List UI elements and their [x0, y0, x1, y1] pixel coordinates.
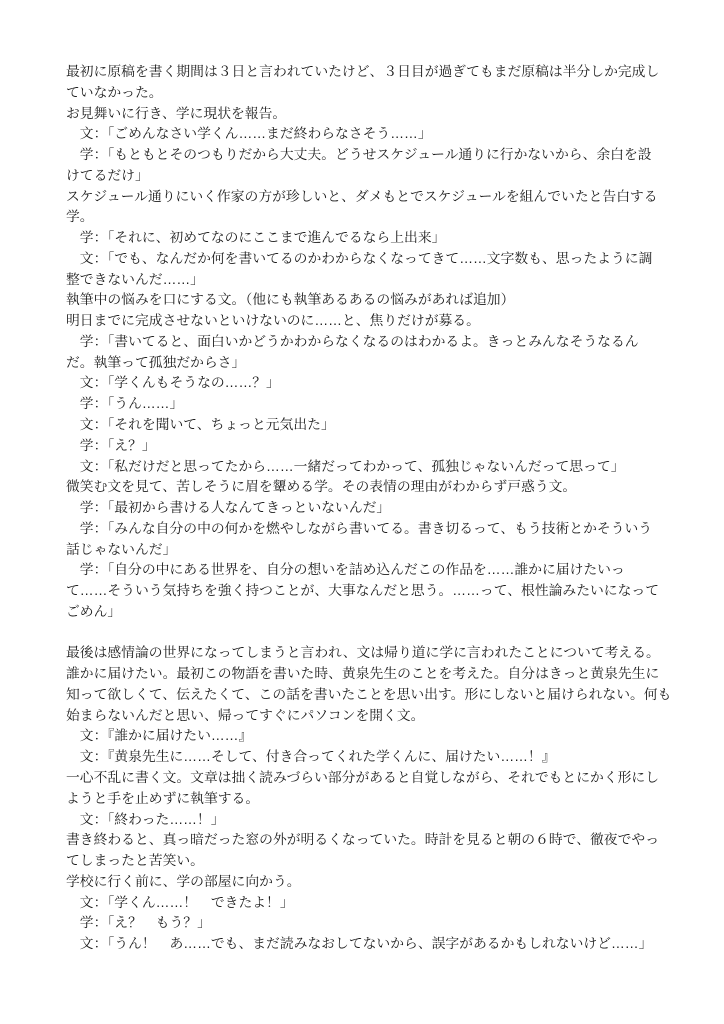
text-line: 学：「みんな自分の中の何かを燃やしながら書いてる。書き切るって、もう技術とかそういう [66, 520, 653, 536]
text-line: スケジュール通りにいく作家の方が珍しいと、ダメもとでスケジュールを組んでいたと告白する [66, 188, 658, 204]
text-line: 文：「それを聞いて、ちょっと元気出た」 [66, 417, 335, 433]
text-line: 誰かに届けたい。最初この物語を書いた時、黄泉先生のことを考えた。自分はきっと黄泉先生に [66, 666, 660, 682]
text-line: 微笑む文を見て、苦しそうに眉を顰める学。その表情の理由がわからず戸惑う文。 [66, 479, 577, 495]
text-line: 学：「え？」 [66, 437, 156, 453]
text-line: 文：「私だけだと思ってたから……一緒だってわかって、孤独じゃないんだって思って」 [66, 458, 625, 474]
text-line: 文：『黄泉先生に……そして、付き合ってくれた学くんに、届けたい……！』 [66, 749, 556, 765]
text-line: 文：『誰かに届けたい……』 [66, 728, 253, 744]
text-line: けてるだけ」 [66, 167, 149, 183]
text-line: 知って欲しくて、伝えたくて、この話を書いたことを思い出す。形にしないと届けられない。何も [66, 686, 672, 702]
text-line: 明日までに完成させないといけないのに……と、焦りだけが募る。 [66, 313, 480, 329]
text-line: だ。執筆って孤独だからさ」 [66, 354, 246, 370]
text-line: 学：「え？ もう？」 [66, 915, 211, 931]
text-line: 文：「終わった……！」 [66, 811, 225, 827]
text-line: 最後は感情論の世界になってしまうと言われ、文は帰り道に学に言われたことについて考える。 [66, 645, 660, 661]
text-line: ようと手を止めずに執筆する。 [66, 790, 260, 806]
text-line: 学：「それに、初めてなのにここまで進んでるなら上出来」 [66, 230, 446, 246]
text-line: 学校に行く前に、学の部屋に向かう。 [66, 873, 301, 889]
text-line: 文：「学くんもそうなの……？」 [66, 375, 280, 391]
text-line: 文：「学くん……！ できたよ！」 [66, 894, 294, 910]
text-line: 学。 [66, 209, 94, 225]
text-line: てしまったと苦笑い。 [66, 853, 204, 869]
text-line: 文：「でも、なんだか何を書いてるのかわからなくなってきて……文字数も、思ったように調 [66, 250, 653, 266]
text-line: 始まらないんだと思い、帰ってすぐにパソコンを開く文。 [66, 707, 425, 723]
text-line: 一心不乱に書く文。文章は拙く読みづらい部分があると自覚しながら、それでもとにかく形にし [66, 770, 659, 786]
text-line: 整できないんだ……」 [66, 271, 204, 287]
document-text [66, 62, 672, 955]
text-line: 文：「うん！ あ……でも、まだ読みなおしてないから、誤字があるかもしれないけど……」 [66, 936, 653, 952]
text-line [66, 623, 662, 644]
text-line: ていなかった。 [66, 84, 163, 100]
text-line: 文：「ごめんなさい学くん……まだ終わらなさそう……」 [66, 126, 432, 142]
text-line: 学：「自分の中にある世界を、自分の想いを詰め込んだこの作品を……誰かに届けたいっ [66, 562, 625, 578]
text-line: て……そういう気持ちを強く持つことが、大事なんだと思う。……って、根性論みたいになって [66, 583, 659, 599]
text-line: 書き終わると、真っ暗だった窓の外が明るくなっていた。時計を見ると朝の６時で、徹夜でやっ [66, 832, 659, 848]
text-line: 執筆中の悩みを口にする文。（他にも執筆あるあるの悩みがあれば追加） [66, 292, 515, 308]
text-line: 話じゃないんだ」 [66, 541, 177, 557]
text-line: 学：「うん……」 [66, 396, 184, 412]
text-line: 学：「最初から書ける人なんてきっといないんだ」 [66, 500, 391, 516]
text-line: お見舞いに行き、学に現状を報告。 [66, 105, 287, 121]
text-line: 学：「もともとそのつもりだから大丈夫。どうせスケジュール通りに行かないから、余白を設 [66, 147, 652, 163]
text-line: 学：「書いてると、面白いかどうかわからなくなるのはわかるよ。きっとみんなそうなるん [66, 333, 639, 349]
text-line: ごめん」 [66, 603, 122, 619]
text-line: 最初に原稿を書く期間は３日と言われていたけど、３日目が過ぎてもまだ原稿は半分しか完成し [66, 64, 660, 79]
